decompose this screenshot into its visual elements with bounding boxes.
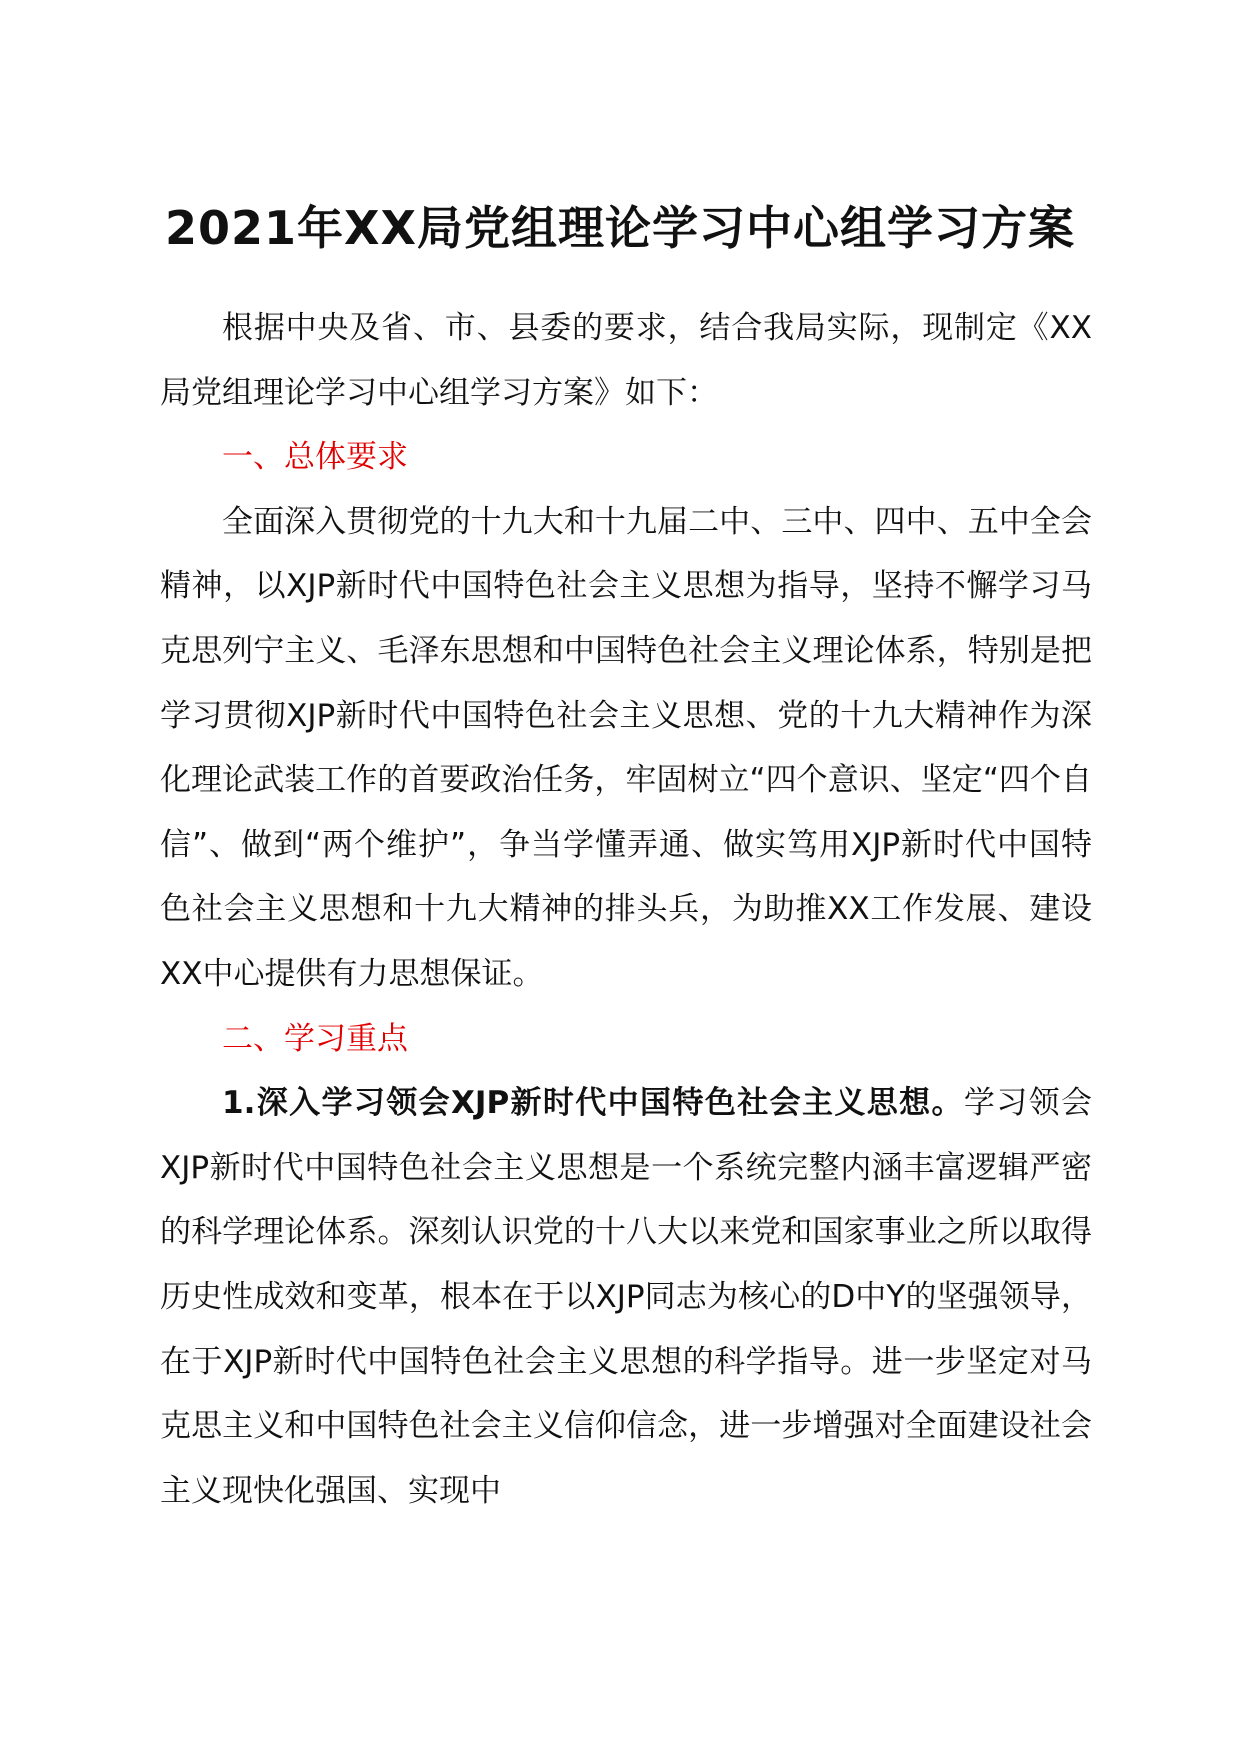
study-focus-item-1 — [160, 1071, 1092, 1523]
section-heading-study-focus: 二、学习重点 — [222, 1020, 408, 1057]
intro-paragraph: 根据中央及省、市、县委的要求，结合我局实际，现制定《XX局党组理论学习中心组学习方案》如下： — [160, 310, 1092, 411]
document-body — [160, 296, 1092, 1523]
study-focus-item-1-title: 1.深入学习领会XJP新时代中国特色社会主义思想。 — [222, 1085, 964, 1122]
general-requirements-paragraph: 全面深入贯彻党的十九大和十九届二中、三中、四中、五中全会精神，以XJP新时代中国特色社会主义思想为指导，坚持不懈学习马克思列宁主义、毛泽东思想和中国特色社会主义理论体系，特别是把学习贯彻XJP新时代中国特色社会主义思想、党的十九大精神作为深化理论武装工作的首要政治任务，牢固树立“四个意识、坚定“四个自信”、做到“两个维护”，争当学懂弄通、做实笃用XJP新时代中国特色社会主义思想和十九大精神的排头兵，为助推XX工作发展、建设XX中心提供有力思想保证。 — [160, 503, 1092, 992]
study-focus-item-1-body: 学习领会XJP新时代中国特色社会主义思想是一个系统完整内涵丰富逻辑严密的科学理论体系。深刻认识党的十八大以来党和国家事业之所以取得历史性成效和变革，根本在于以XJP同志为核心的D中Y的坚强领导，在于XJP新时代中国特色社会主义思想的科学指导。进一步坚定对马克思主义和中国特色社会主义信仰信念，进一步增强对全面建设社会主义现快化强国、实现中 — [160, 1085, 1092, 1509]
section-heading-general-requirements: 一、总体要求 — [222, 439, 408, 476]
document-title: 2021年XX局党组理论学习中心组学习方案 — [165, 201, 1075, 255]
